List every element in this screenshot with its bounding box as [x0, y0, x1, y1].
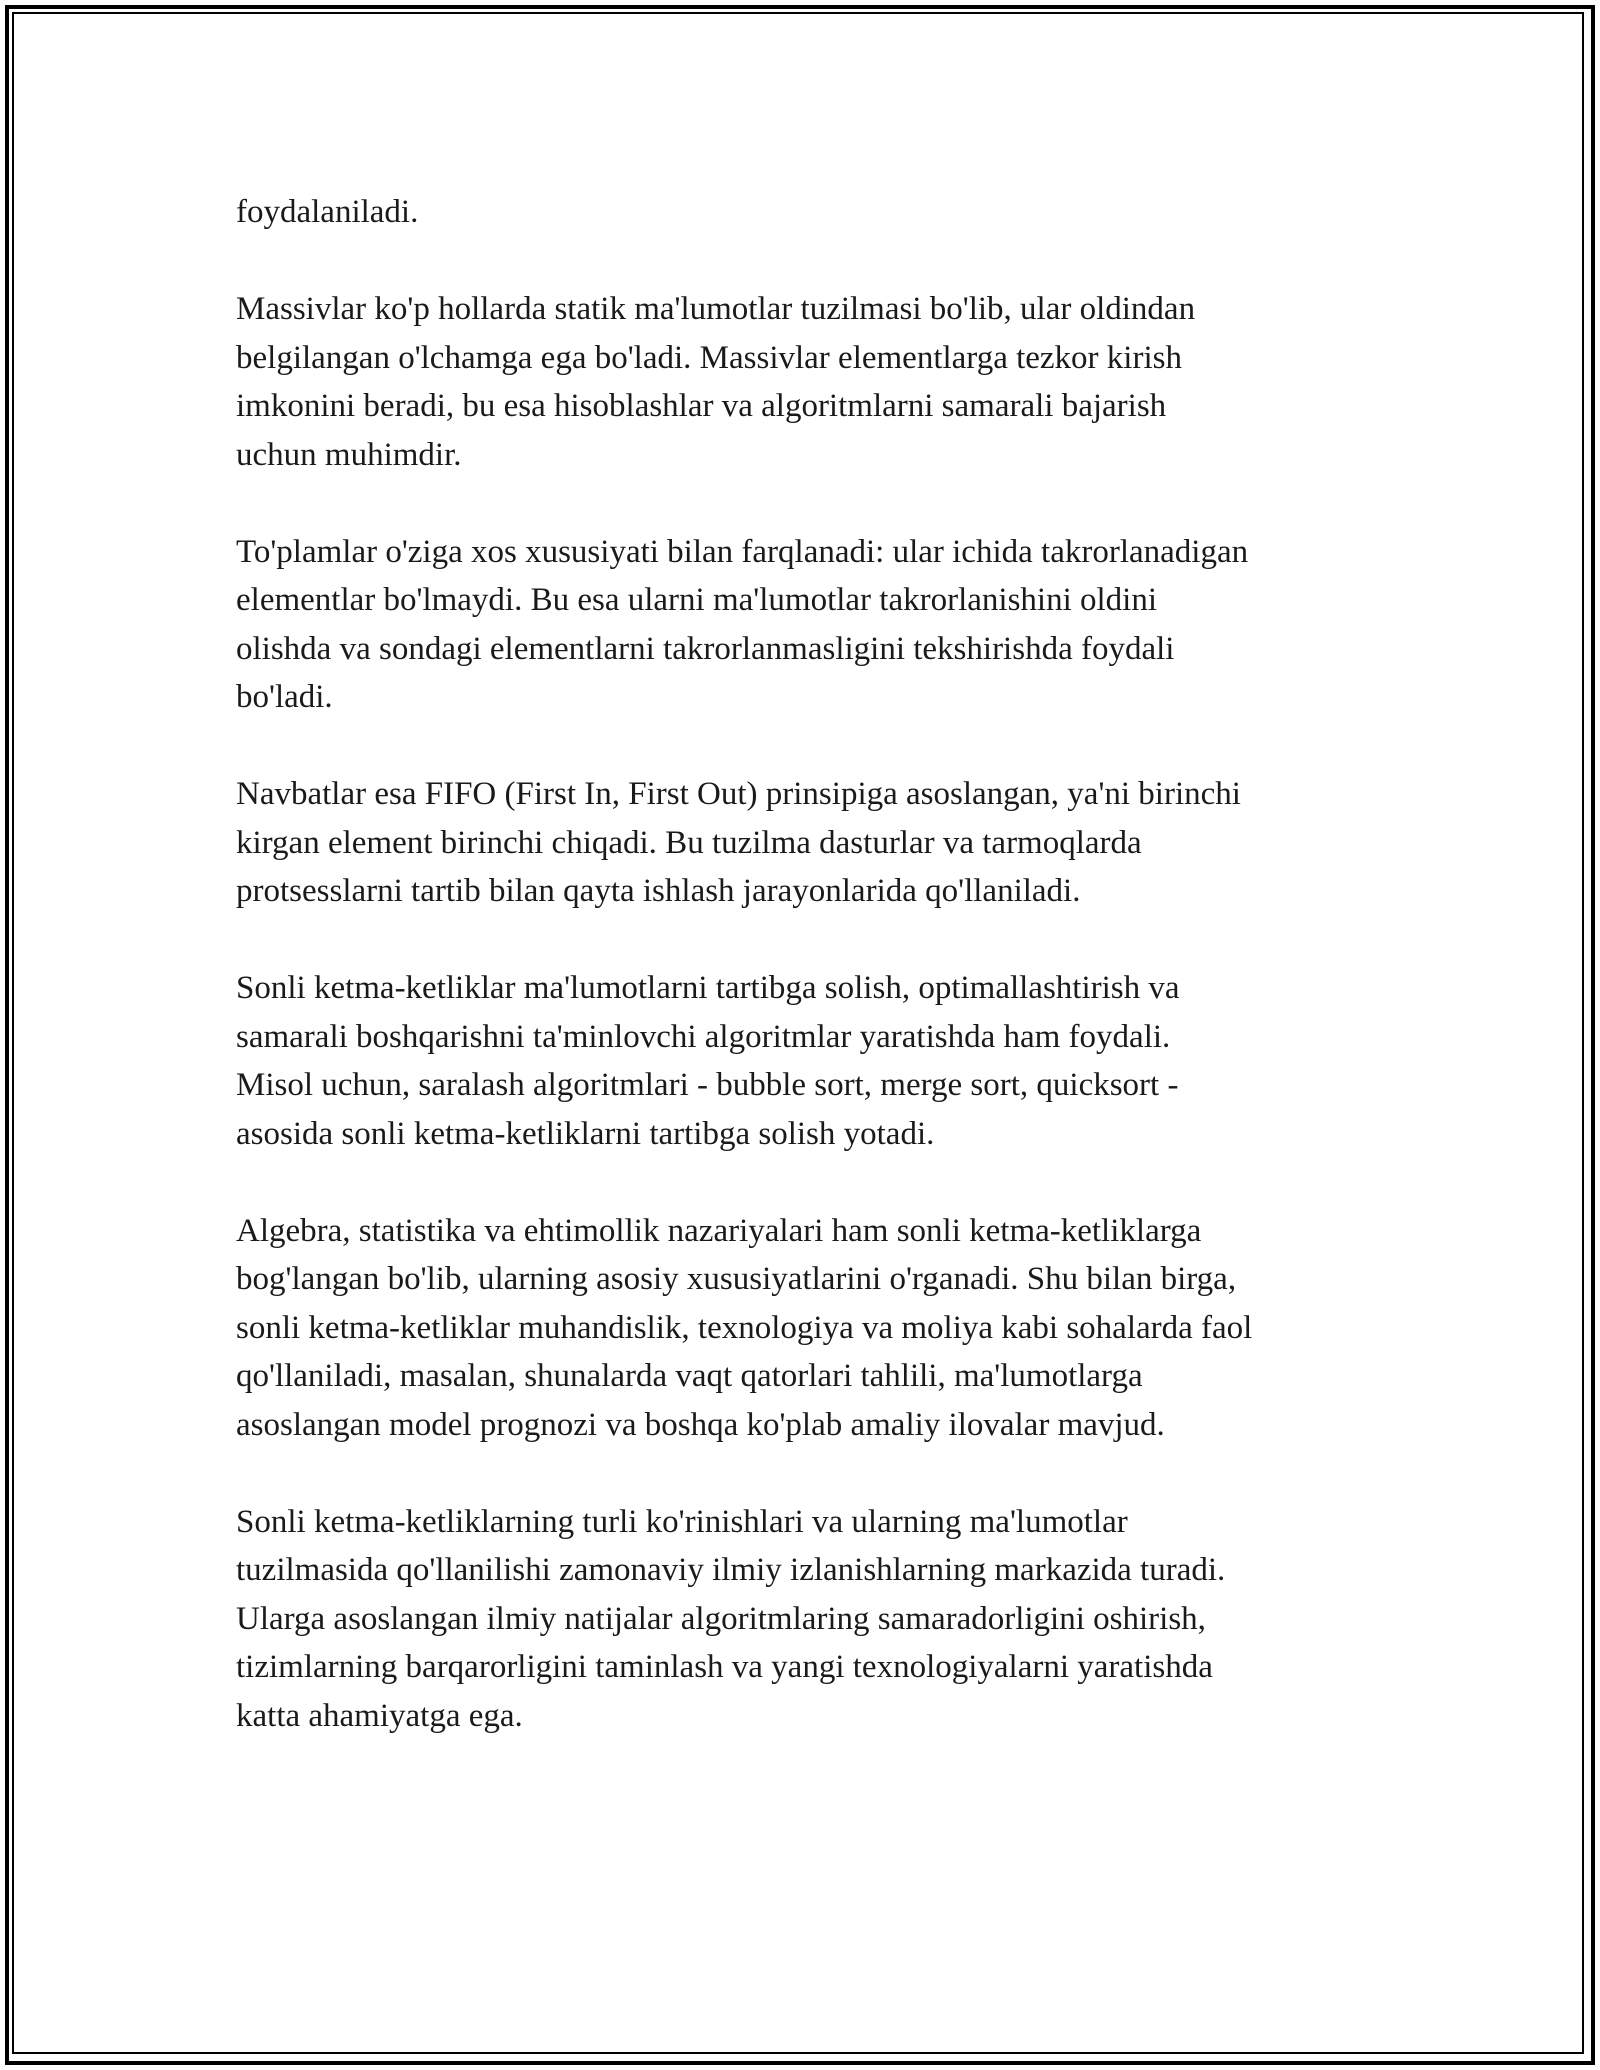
- paragraph-1: [236, 188, 1386, 237]
- text-line: bo'ladi.: [236, 679, 333, 715]
- text-line: protsesslarni tartib bilan qayta ishlash jarayonlarida qo'llaniladi.: [236, 873, 1081, 909]
- text-line: sonli ketma-ketliklar muhandislik, texnologiya va moliya kabi sohalarda faol: [236, 1309, 1253, 1346]
- document-body: [236, 188, 1386, 1789]
- text-line: elementlar bo'lmaydi. Bu esa ularni ma'lumotlar takrorlanishini oldini: [236, 582, 1158, 618]
- text-line: foydalaniladi.: [236, 194, 419, 230]
- text-line: asosida sonli ketma-ketliklarni tartibga solish yotadi.: [236, 1115, 935, 1152]
- text-line: Sonli ketma-ketliklarning turli ko'rinishlari va ularning ma'lumotlar: [236, 1503, 1128, 1540]
- text-line: To'plamlar o'ziga xos xususiyati bilan farqlanadi: ular ichida takrorlanadigan: [236, 533, 1249, 570]
- text-line: Ularga asoslangan ilmiy natijalar algoritmlaring samaradorligini oshirish,: [236, 1600, 1206, 1637]
- text-line: katta ahamiyatga ega.: [236, 1697, 523, 1734]
- text-line: Navbatlar esa FIFO (First In, First Out) prinsipiga asoslangan, ya'ni birinchi: [236, 776, 1241, 812]
- text-line: kirgan element birinchi chiqadi. Bu tuzilma dasturlar va tarmoqlarda: [236, 824, 1142, 861]
- text-line: belgilangan o'lchamga ega bo'ladi. Massivlar elementlarga tezkor kirish: [236, 339, 1182, 376]
- text-line: Sonli ketma-ketliklar ma'lumotlarni tartibga solish, optimallashtirish va: [236, 970, 1180, 1006]
- text-line: Misol uchun, saralash algoritmlari - bubble sort, merge sort, quicksort -: [236, 1067, 1179, 1103]
- text-line: bog'langan bo'lib, ularning asosiy xususiyatlarini o'rganadi. Shu bilan birga,: [236, 1261, 1237, 1297]
- paragraph-7: [236, 1498, 1386, 1741]
- text-line: Algebra, statistika va ehtimollik nazariyalari ham sonli ketma-ketliklarga: [236, 1212, 1202, 1249]
- paragraph-5: [236, 964, 1386, 1158]
- text-line: tizimlarning barqarorligini taminlash va yangi texnologiyalarni yaratishda: [236, 1649, 1213, 1685]
- text-line: tuzilmasida qo'llanilishi zamonaviy ilmiy izlanishlarning markazida turadi.: [236, 1552, 1226, 1588]
- paragraph-6: [236, 1207, 1386, 1450]
- paragraph-2: [236, 285, 1386, 479]
- text-line: samarali boshqarishni ta'minlovchi algoritmlar yaratishda ham foydali.: [236, 1018, 1171, 1055]
- paragraph-3: [236, 528, 1386, 722]
- text-line: imkonini beradi, bu esa hisoblashlar va algoritmlarni samarali bajarish: [236, 388, 1167, 424]
- text-line: uchun muhimdir.: [236, 436, 462, 473]
- text-line: asoslangan model prognozi va boshqa ko'plab amaliy ilovalar mavjud.: [236, 1406, 1165, 1443]
- paragraph-4: [236, 770, 1386, 916]
- text-line: qo'llaniladi, masalan, shunalarda vaqt qatorlari tahlili, ma'lumotlarga: [236, 1358, 1143, 1394]
- text-line: olishda va sondagi elementlarni takrorlanmasligini tekshirishda foydali: [236, 630, 1175, 667]
- text-line: Massivlar ko'p hollarda statik ma'lumotlar tuzilmasi bo'lib, ular oldindan: [236, 291, 1196, 327]
